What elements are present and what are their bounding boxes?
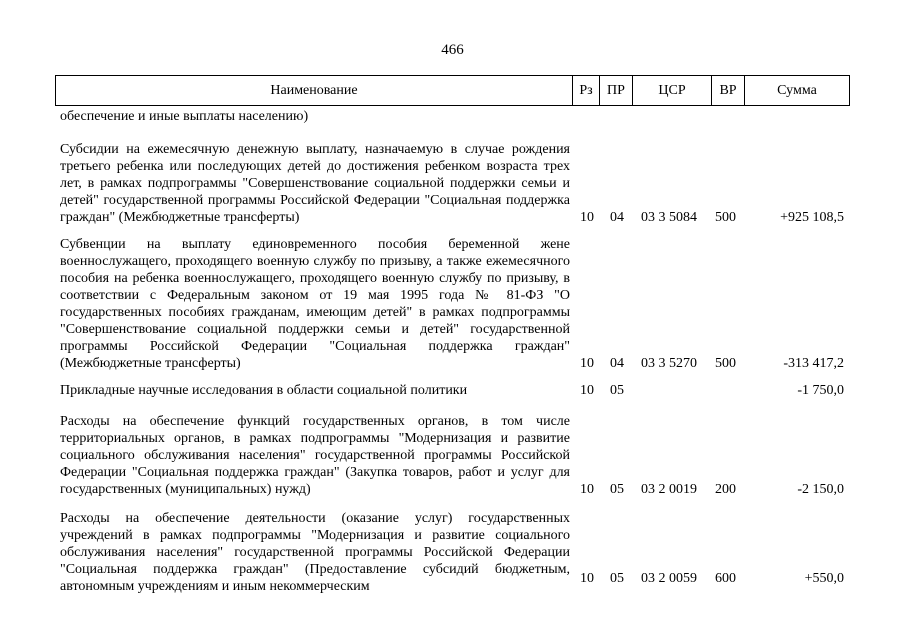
row-description: Расходы на обеспечение деятельности (оказание услуг) государственных учреждений в рамках подпрограммы "Модернизация и развитие социального обслуживания населения" государственной программы Российской Федерации "Социальная поддержка граждан" (Предоставление субсидий бюджетным, автономным учреждениям и иным некоммерческим — [60, 511, 570, 594]
row-rz: 10 — [580, 210, 594, 225]
header-sum: Сумма — [744, 76, 849, 105]
header-pr: ПР — [599, 76, 632, 105]
row-vr: 200 — [715, 482, 736, 497]
row-pr: 04 — [610, 356, 624, 371]
table-header — [55, 75, 850, 106]
row-sum: -1 750,0 — [797, 383, 844, 398]
page-number: 466 — [441, 42, 464, 58]
header-rz: Рз — [572, 76, 599, 105]
row-pr: 04 — [610, 210, 624, 225]
row-vr: 600 — [715, 571, 736, 586]
row-pr: 05 — [610, 482, 624, 497]
row-csr: 03 3 5084 — [641, 210, 697, 225]
row-vr: 500 — [715, 210, 736, 225]
row-description: Прикладные научные исследования в области социальной политики — [60, 383, 468, 398]
row-description: Субсидии на ежемесячную денежную выплату, назначаемую в случае рождения третьего ребенка или последующих детей до достижения ребенком возраста трех лет, в рамках подпрограммы "Совершенствование социальной поддержки семьи и детей" государственной программы Российской Федерации "Социальная поддержка граждан" (Межбюджетные трансферты) — [60, 142, 570, 225]
row-sum: +925 108,5 — [780, 210, 844, 225]
row-pr: 05 — [610, 383, 624, 398]
row-sum: -313 417,2 — [783, 356, 844, 371]
continued-text: обеспечение и иные выплаты населению) — [60, 109, 309, 124]
row-description: Расходы на обеспечение функций государственных органов, в том числе территориальных органов, в рамках подпрограммы "Модернизация и развитие социального обслуживания населения" государственной программы Российской Федерации "Социальная поддержка граждан" (Закупка товаров, работ и услуг для государственных (муниципальных) нужд) — [60, 414, 570, 497]
row-csr: 03 2 0059 — [641, 571, 697, 586]
row-pr: 05 — [610, 571, 624, 586]
header-csr: ЦСР — [632, 76, 711, 105]
row-vr: 500 — [715, 356, 736, 371]
row-sum: +550,0 — [804, 571, 844, 586]
row-sum: -2 150,0 — [797, 482, 844, 497]
row-rz: 10 — [580, 571, 594, 586]
row-csr: 03 2 0019 — [641, 482, 697, 497]
row-rz: 10 — [580, 383, 594, 398]
row-description: Субвенции на выплату единовременного пособия беременной жене военнослужащего, проходящего военную службу по призыву, а также ежемесячного пособия на ребенка военнослужащего, проходящего военную службу по призыву, в соответствии с Федеральным законом от 19 мая 1995 года № 81-ФЗ "О государственных пособиях гражданам, имеющим детей" в рамках подпрограммы "Совершенствование социальной поддержки семьи и детей" государственной программы Российской Федерации "Социальная поддержка граждан" (Межбюджетные трансферты) — [60, 237, 570, 371]
header-vr: ВР — [711, 76, 744, 105]
row-csr: 03 3 5270 — [641, 356, 697, 371]
header-name: Наименование — [270, 83, 358, 98]
row-rz: 10 — [580, 356, 594, 371]
row-rz: 10 — [580, 482, 594, 497]
